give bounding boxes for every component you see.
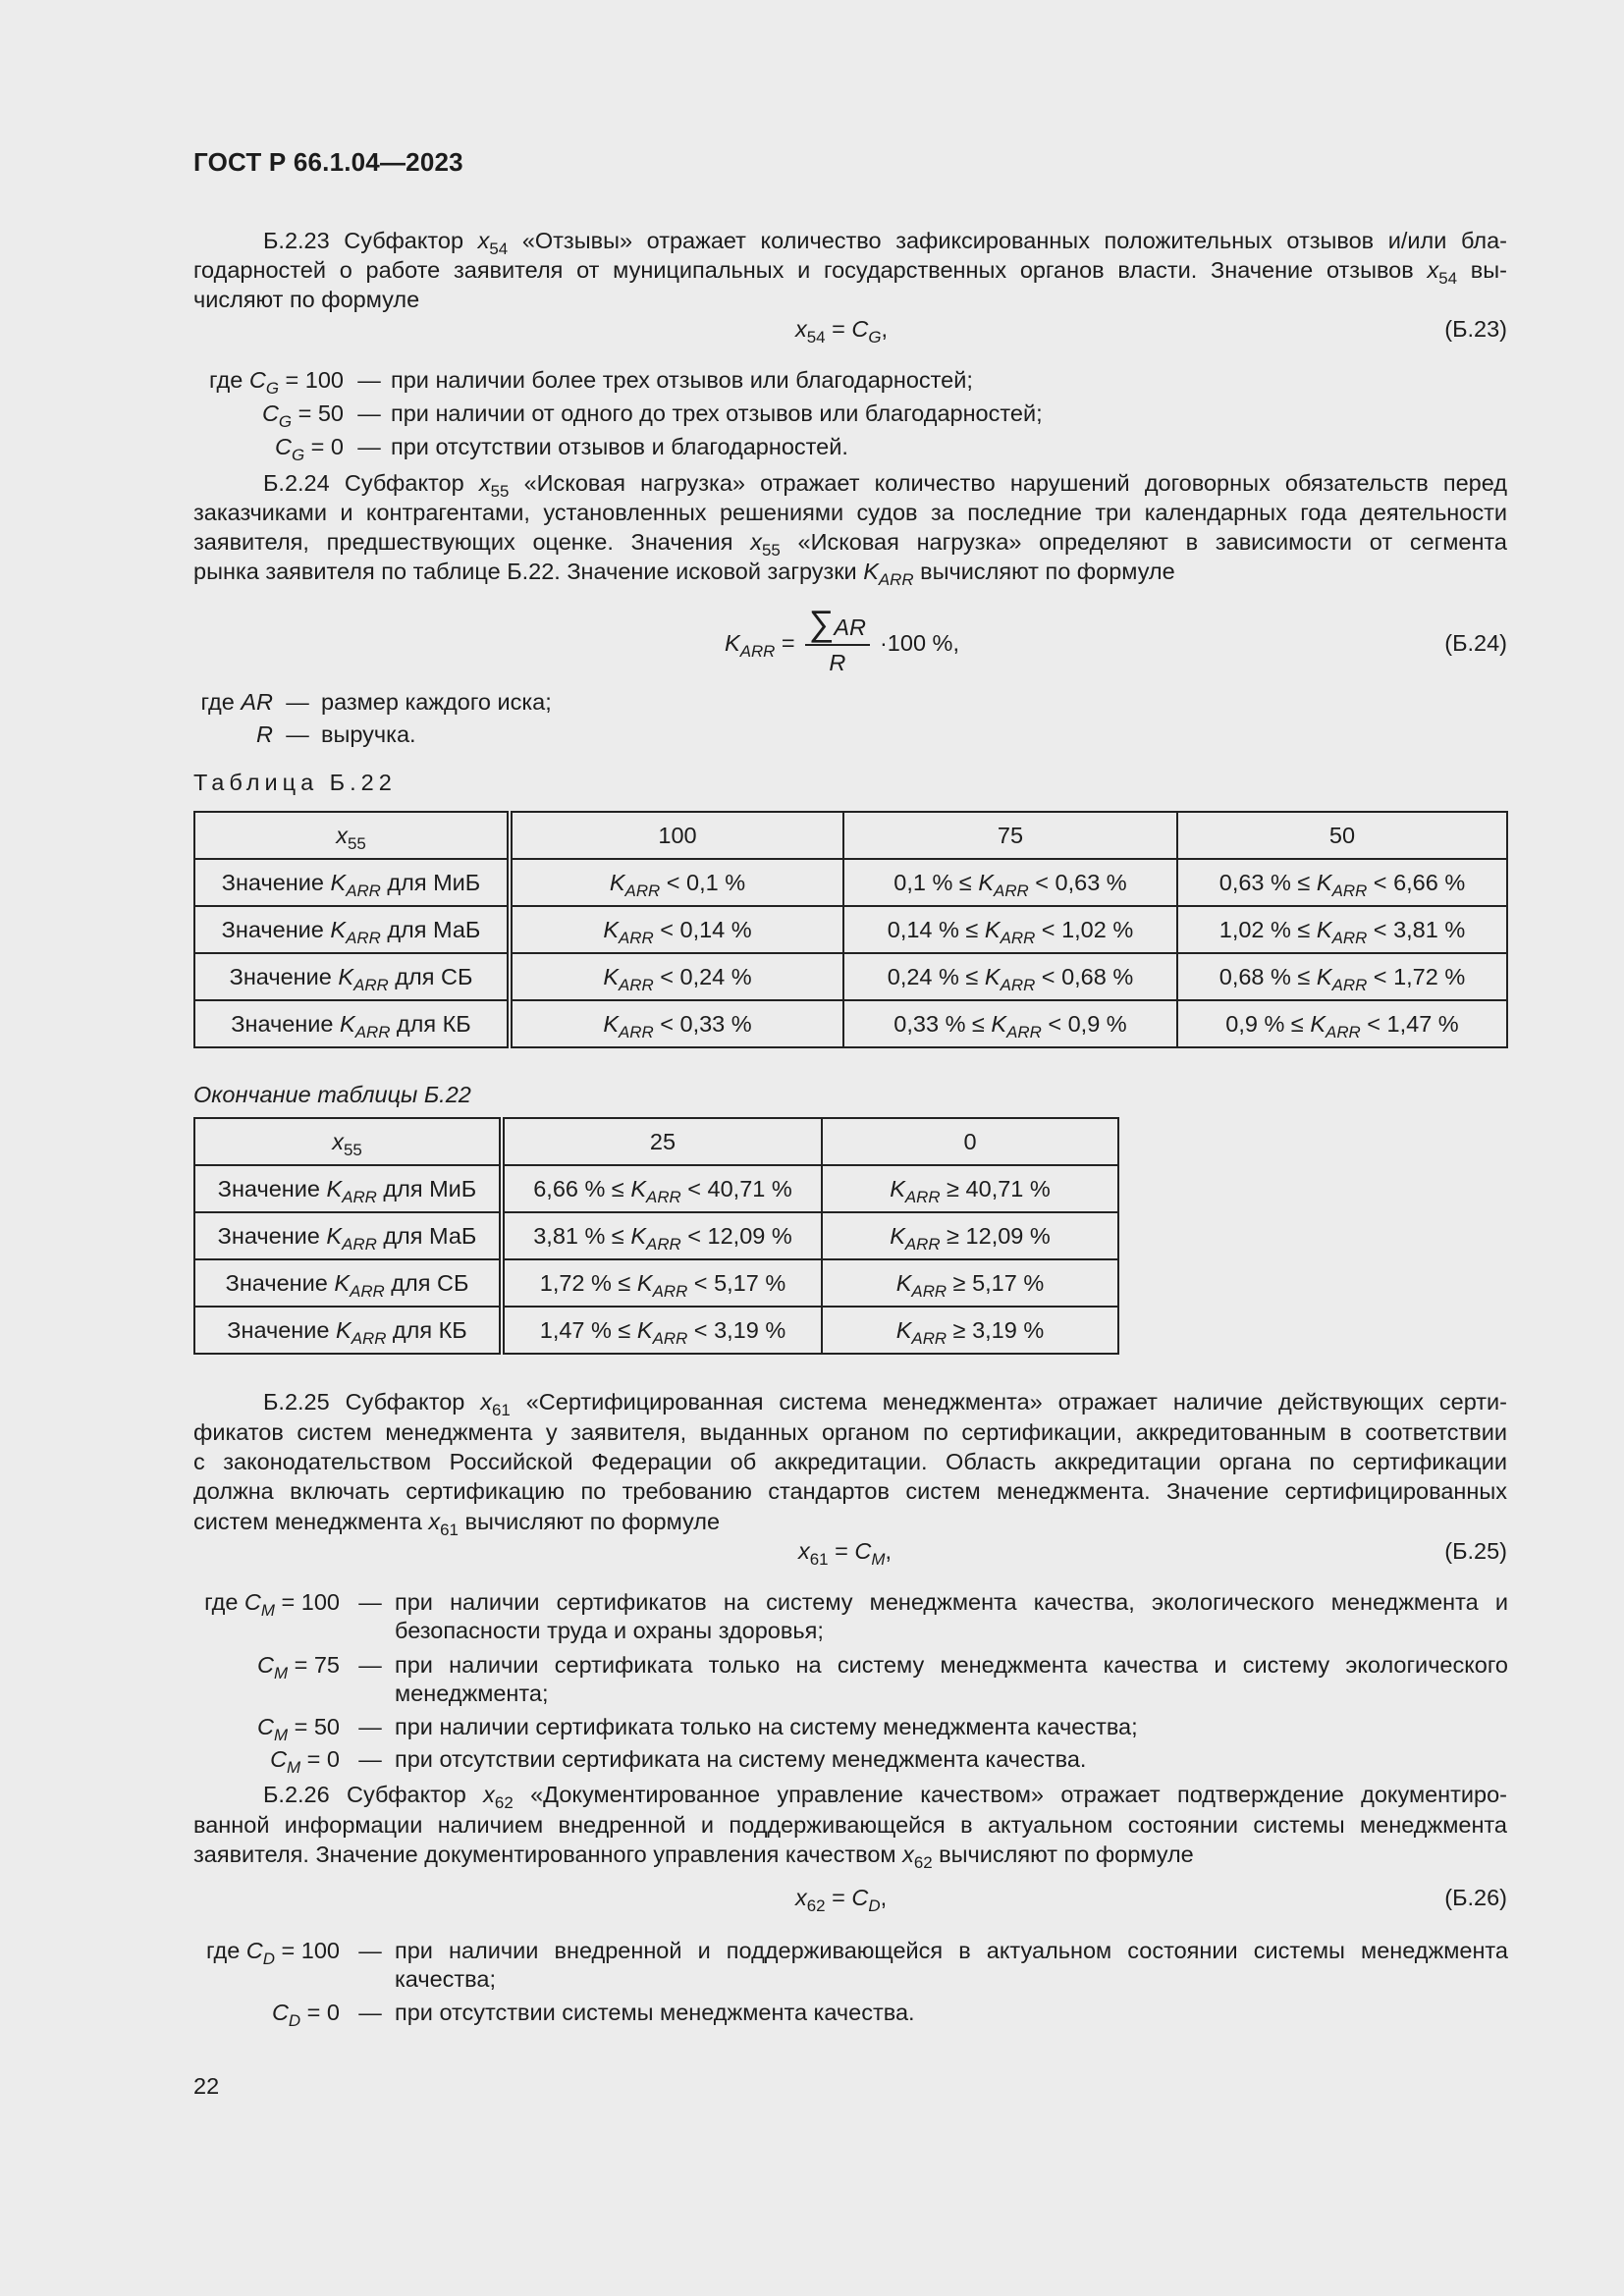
- equation-number: (Б.25): [1444, 1538, 1507, 1564]
- table-header-row: [194, 812, 1507, 859]
- row-label: Значение $K_{ARR}$ для КБ: [194, 1307, 502, 1354]
- table-cell: $K_{ARR} < 0,1$ %: [510, 859, 843, 906]
- where-lhs: $C_M = 0$: [270, 1746, 340, 1777]
- table-caption-continued: Окончание таблицы Б.22: [193, 1082, 471, 1107]
- formula-b25: $x_{61} = C_M$,: [798, 1538, 892, 1569]
- table-cell: $K_{ARR} < 0,24$ %: [510, 953, 843, 1000]
- paragraph-line: рынка заявителя по таблице Б.22. Значение исковой загрузки $K_{ARR}$ вычисляют по формуле: [193, 559, 1175, 589]
- table-cell: 0,33 % ≤ $K_{ARR} < 0,9$ %: [843, 1000, 1177, 1047]
- table-header-cell: 75: [843, 812, 1177, 859]
- where-desc: при отсутствии отзывов и благодарностей.: [391, 434, 848, 459]
- table-header-cell: 50: [1177, 812, 1507, 859]
- paragraph-line: Б.2.24 Субфактор $x_{55}$ «Исковая нагрузка» отражает количество нарушений договорных обязательств перед: [263, 470, 1508, 501]
- where-desc-cont: качества;: [395, 1966, 496, 1992]
- table-cell: 0,1 % ≤ $K_{ARR} < 0,63$ %: [843, 859, 1177, 906]
- where-desc: при наличии внедренной и поддерживающейся в актуальном состоянии системы менеджмента: [395, 1938, 1508, 1963]
- where-desc: при наличии от одного до трех отзывов или благодарностей;: [391, 400, 1043, 426]
- where-lhs: $C_G = 0$: [275, 434, 344, 464]
- row-label: Значение $K_{ARR}$ для МиБ: [194, 859, 510, 906]
- where-dash: —: [286, 689, 309, 715]
- row-label: Значение $K_{ARR}$ для СБ: [194, 1259, 502, 1307]
- where-lhs: где $C_D = 100$: [205, 1938, 340, 1968]
- paragraph-line: систем менеджмента $x_{61}$ вычисляют по формуле: [193, 1509, 721, 1539]
- page-number: 22: [193, 2073, 220, 2099]
- table-row: [194, 906, 1507, 953]
- table-corner-cell: $x_{55}$: [194, 1118, 502, 1165]
- table-header-cell: 100: [510, 812, 843, 859]
- row-label: Значение $K_{ARR}$ для КБ: [194, 1000, 510, 1047]
- equation-number: (Б.24): [1444, 630, 1507, 656]
- table-cell: 6,66 % ≤ $K_{ARR} < 40,71$ %: [502, 1165, 822, 1212]
- paragraph-line: должна включать сертификацию по требованию стандартов систем менеджмента. Значение сертифицированных: [193, 1478, 1507, 1504]
- paragraph-line: годарностей о работе заявителя от муниципальных и государственных органов власти. Значение отзывов $x_{54}$ вы-: [193, 257, 1507, 288]
- table-b22: [193, 811, 1508, 1048]
- paragraph-line: Б.2.26 Субфактор $x_{62}$ «Документированное управление качеством» отражает подтверждение документиро-: [263, 1782, 1508, 1812]
- table-cell: $K_{ARR} \ge 40,71$ %: [822, 1165, 1118, 1212]
- where-lhs: $C_G = 50$: [261, 400, 344, 431]
- table-cell: 0,68 % ≤ $K_{ARR} < 1,72$ %: [1177, 953, 1507, 1000]
- paragraph-line: Б.2.25 Субфактор $x_{61}$ «Сертифицированная система менеджмента» отражает наличие действующих серти-: [263, 1389, 1507, 1419]
- table-cell: $K_{ARR} < 0,14$ %: [510, 906, 843, 953]
- where-lhs: $C_D = 0$: [271, 2000, 340, 2030]
- where-dash: —: [286, 721, 309, 747]
- paragraph-line: фикатов систем менеджмента у заявителя, выданных органом по сертификации, аккредитованным в соответствии: [193, 1419, 1507, 1445]
- fraction-numerator: [805, 603, 870, 646]
- where-lhs: $C_M = 50$: [257, 1714, 340, 1744]
- table-cell: $K_{ARR} \ge 3,19$ %: [822, 1307, 1118, 1354]
- table-cell: $K_{ARR} \ge 12,09$ %: [822, 1212, 1118, 1259]
- numerator-var: AR: [834, 614, 866, 640]
- paragraph-line: заявителя. Значение документированного управления качеством $x_{62}$ вычисляют по формуле: [193, 1842, 1194, 1872]
- paragraph-line: заявителя, предшествующих оценке. Значения $x_{55}$ «Исковая нагрузка» определяют в зависимости от сегмента: [193, 529, 1507, 560]
- where-dash: —: [358, 1938, 382, 1963]
- table-cell: 0,9 % ≤ $K_{ARR} < 1,47$ %: [1177, 1000, 1507, 1047]
- table-header-cell: 0: [822, 1118, 1118, 1165]
- table-cell: 0,14 % ≤ $K_{ARR} < 1,02$ %: [843, 906, 1177, 953]
- where-desc: при наличии сертификата только на систему менеджмента качества и систему экологического: [395, 1652, 1508, 1678]
- where-desc: при наличии сертификата только на систему менеджмента качества;: [395, 1714, 1138, 1739]
- table-cell: 0,24 % ≤ $K_{ARR} < 0,68$ %: [843, 953, 1177, 1000]
- table-caption: Таблица Б.22: [193, 770, 397, 795]
- table-corner-cell: $x_{55}$: [194, 812, 510, 859]
- where-desc-cont: безопасности труда и охраны здоровья;: [395, 1618, 824, 1643]
- paragraph-line: Б.2.23 Субфактор $x_{54}$ «Отзывы» отражает количество зафиксированных положительных отзывов и/или бла-: [263, 228, 1507, 258]
- where-desc: при отсутствии сертификата на систему менеджмента качества.: [395, 1746, 1087, 1772]
- table-cell: $K_{ARR} < 0,33$ %: [510, 1000, 843, 1047]
- where-desc-cont: менеджмента;: [395, 1681, 549, 1706]
- where-desc: выручка.: [321, 721, 416, 747]
- table-row: [194, 859, 1507, 906]
- table-cell: 0,63 % ≤ $K_{ARR} < 6,66$ %: [1177, 859, 1507, 906]
- equation-number: (Б.23): [1444, 316, 1507, 342]
- formula-b23: $x_{54} = C_G$,: [795, 316, 889, 347]
- row-label: Значение $K_{ARR}$ для СБ: [194, 953, 510, 1000]
- fraction: [805, 603, 870, 677]
- table-header-row: [194, 1118, 1118, 1165]
- where-dash: —: [358, 1746, 382, 1772]
- table-cell: 1,47 % ≤ $K_{ARR} < 3,19$ %: [502, 1307, 822, 1354]
- table-b22-end: [193, 1117, 1119, 1355]
- table-row: [194, 1307, 1118, 1354]
- where-desc: при наличии сертификатов на систему менеджмента качества, экологического менеджмента и: [395, 1589, 1508, 1615]
- where-dash: —: [357, 434, 381, 459]
- table-row: [194, 1259, 1118, 1307]
- where-dash: —: [358, 2000, 382, 2025]
- paragraph-line: с законодательством Российской Федерации об аккредитации. Область аккредитации органа по сертификации: [193, 1449, 1507, 1474]
- table-row: [194, 1165, 1118, 1212]
- table-cell: 1,72 % ≤ $K_{ARR} < 5,17$ %: [502, 1259, 822, 1307]
- fraction-denominator: R: [829, 650, 846, 675]
- table-row: [194, 1000, 1507, 1047]
- where-desc: при отсутствии системы менеджмента качества.: [395, 2000, 915, 2025]
- sum-symbol: ∑: [808, 603, 835, 643]
- where-dash: —: [358, 1652, 382, 1678]
- row-label: Значение $K_{ARR}$ для МаБ: [194, 1212, 502, 1259]
- row-label: Значение $K_{ARR}$ для МаБ: [194, 906, 510, 953]
- formula-tail: ·100 %,: [879, 630, 959, 656]
- where-lhs: где AR: [200, 689, 273, 715]
- document-header: ГОСТ Р 66.1.04—2023: [193, 147, 463, 177]
- table-row: [194, 1212, 1118, 1259]
- formula-b24: [725, 603, 959, 677]
- table-cell: $K_{ARR} \ge 5,17$ %: [822, 1259, 1118, 1307]
- where-desc: при наличии более трех отзывов или благодарностей;: [391, 367, 973, 393]
- table-header-cell: 25: [502, 1118, 822, 1165]
- row-label: Значение $K_{ARR}$ для МиБ: [194, 1165, 502, 1212]
- where-dash: —: [357, 367, 381, 393]
- where-desc: размер каждого иска;: [321, 689, 552, 715]
- where-lhs: R: [256, 721, 273, 747]
- paragraph-line: заказчиками и контрагентами, установленных решениями судов за последние три календарных года деятельности: [193, 500, 1507, 525]
- where-dash: —: [358, 1589, 382, 1615]
- formula-b26: $x_{62} = C_D$,: [795, 1885, 888, 1915]
- table-cell: 1,02 % ≤ $K_{ARR} < 3,81$ %: [1177, 906, 1507, 953]
- table-row: [194, 953, 1507, 1000]
- where-lhs: $C_M = 75$: [257, 1652, 340, 1682]
- where-lhs: где $C_G = 100$: [209, 367, 344, 398]
- where-dash: —: [358, 1714, 382, 1739]
- paragraph-line: числяют по формуле: [193, 287, 420, 312]
- formula-lhs: $K_{ARR}$ =: [725, 630, 795, 661]
- paragraph-line: ванной информации наличием внедренной и поддерживающейся в актуальном состоянии системы менеджмента: [193, 1812, 1507, 1838]
- where-lhs: где $C_M = 100$: [204, 1589, 340, 1620]
- where-dash: —: [357, 400, 381, 426]
- equation-number: (Б.26): [1444, 1885, 1507, 1910]
- table-cell: 3,81 % ≤ $K_{ARR} < 12,09$ %: [502, 1212, 822, 1259]
